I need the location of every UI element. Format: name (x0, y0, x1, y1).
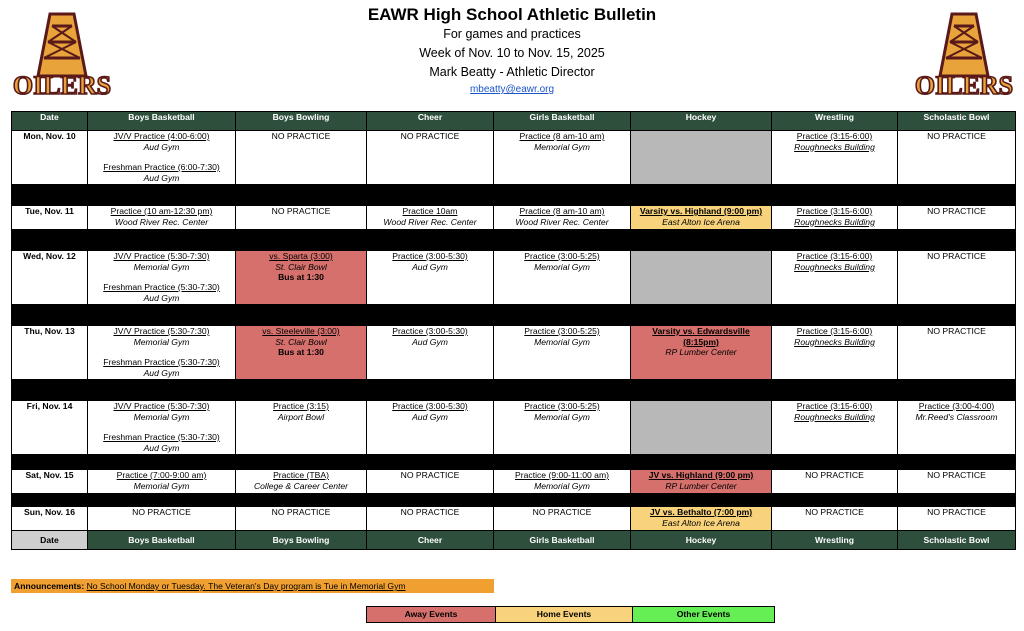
event-title: JV/V Practice (5:30-7:30) (113, 251, 210, 261)
event-title: Practice 10am (402, 206, 458, 216)
event-title: JV/V Practice (5:30-7:30) (113, 401, 210, 411)
cell-boys-basketball (88, 401, 236, 455)
table-row (12, 401, 1016, 455)
event-location: Aud Gym (412, 336, 448, 347)
cell-cheer (367, 206, 494, 230)
footer-cheer: Cheer (367, 531, 494, 550)
event-title: Freshman Practice (5:30-7:30) (103, 282, 220, 292)
cell-boys-basketball (88, 251, 236, 305)
event-title: Practice (3:00-5:30) (392, 251, 468, 261)
cell-boys-bowling (236, 507, 367, 531)
event-location: Wood River Rec. Center (114, 216, 209, 227)
table-row (12, 131, 1016, 185)
event-title: Practice (8 am-10 am) (519, 131, 605, 141)
row-separator (12, 305, 1016, 326)
cell-girls-basketball (494, 206, 631, 230)
row-date: Fri, Nov. 14 (12, 401, 88, 455)
logo-text: OILERS (12, 71, 112, 100)
event-time: (8:15pm) (683, 336, 719, 347)
event-title: JV vs. Highland (9:00 pm) (648, 470, 754, 480)
col-header-wrestling: Wrestling (772, 112, 898, 131)
cell-cheer (367, 470, 494, 494)
cell-boys-bowling (236, 326, 367, 380)
cell-cheer (367, 507, 494, 531)
event-location: East Alton Ice Arena (662, 517, 740, 528)
event-title: Practice (3:15) (273, 401, 329, 411)
cell-wrestling (772, 326, 898, 380)
event-title: Practice (3:00-5:25) (524, 326, 600, 336)
table-row (12, 206, 1016, 230)
event-title: JV/V Practice (5:30-7:30) (113, 326, 210, 336)
cell-boys-bowling (236, 131, 367, 185)
event-title: Practice (TBA) (273, 470, 329, 480)
bus-time: Bus at 1:30 (278, 272, 324, 282)
event-title: NO PRACTICE (532, 507, 592, 517)
table-header-row (12, 112, 1016, 131)
bulletin-header (0, 0, 1024, 106)
cell-boys-basketball (88, 326, 236, 380)
event-title: Practice (3:00-5:25) (524, 251, 600, 261)
cell-hockey (631, 326, 772, 380)
event-title: NO PRACTICE (927, 206, 986, 216)
event-location: Memorial Gym (133, 411, 190, 422)
event-location: Aud Gym (143, 367, 180, 378)
event-location: Memorial Gym (534, 336, 590, 347)
event-location: Memorial Gym (534, 141, 590, 152)
event-location: Roughnecks Building (794, 216, 875, 227)
event-title: vs. Steeleville (3:00) (262, 326, 340, 336)
cell-boys-bowling (236, 470, 367, 494)
event-title: Freshman Practice (6:00-7:30) (103, 162, 220, 172)
event-title: NO PRACTICE (400, 470, 460, 480)
event-location: Memorial Gym (133, 480, 190, 491)
legend-other: Other Events (632, 607, 774, 622)
cell-scholastic-bowl (898, 131, 1016, 185)
cell-scholastic-bowl (898, 326, 1016, 380)
footer-scholastic-bowl: Scholastic Bowl (898, 531, 1016, 550)
row-date: Sun, Nov. 16 (12, 507, 88, 531)
event-location: Aud Gym (412, 411, 448, 422)
row-separator (12, 230, 1016, 251)
cell-girls-basketball (494, 131, 631, 185)
event-title: Practice (3:00-4:00) (918, 401, 995, 411)
cell-cheer (367, 131, 494, 185)
event-location: RP Lumber Center (665, 347, 737, 357)
cell-wrestling (772, 206, 898, 230)
footer-wrestling: Wrestling (772, 531, 898, 550)
event-location: Airport Bowl (277, 411, 325, 422)
announcements-bar (11, 579, 494, 593)
col-header-date: Date (12, 112, 88, 131)
event-title: NO PRACTICE (927, 131, 986, 141)
event-title: NO PRACTICE (927, 251, 986, 261)
event-title: Varsity vs. Highland (9:00 pm) (639, 206, 763, 216)
cell-boys-basketball (88, 206, 236, 230)
row-date: Sat, Nov. 15 (12, 470, 88, 494)
event-title: NO PRACTICE (400, 131, 460, 141)
cell-wrestling (772, 131, 898, 185)
cell-wrestling (772, 401, 898, 455)
col-header-scholastic-bowl: Scholastic Bowl (898, 112, 1016, 131)
table-row (12, 251, 1016, 305)
event-title: vs. Sparta (3:00) (269, 251, 333, 261)
cell-girls-basketball (494, 326, 631, 380)
event-title: Practice (3:15-6:00) (796, 131, 873, 141)
cell-boys-basketball (88, 470, 236, 494)
event-title: Practice (7:00-9:00 am) (116, 470, 207, 480)
row-date: Thu, Nov. 13 (12, 326, 88, 380)
cell-hockey (631, 470, 772, 494)
bus-time: Bus at 1:30 (278, 347, 324, 357)
cell-hockey (631, 507, 772, 531)
cell-hockey (631, 131, 772, 185)
color-legend (366, 606, 775, 623)
event-title: Freshman Practice (5:30-7:30) (103, 357, 220, 367)
event-title: NO PRACTICE (927, 326, 986, 336)
announcements-label: Announcements: (14, 581, 85, 591)
oilers-logo-right (908, 6, 1020, 106)
cell-cheer (367, 251, 494, 305)
footer-boys-bowling: Boys Bowling (236, 531, 367, 550)
legend-away: Away Events (367, 607, 495, 622)
cell-boys-bowling (236, 401, 367, 455)
cell-girls-basketball (494, 251, 631, 305)
event-title: NO PRACTICE (400, 507, 460, 517)
event-location: Aud Gym (412, 261, 448, 272)
cell-boys-bowling (236, 206, 367, 230)
row-separator (12, 185, 1016, 206)
cell-girls-basketball (494, 470, 631, 494)
event-location: St. Clair Bowl (275, 261, 327, 272)
event-location: Roughnecks Building (794, 261, 875, 272)
event-location: Memorial Gym (534, 480, 590, 491)
cell-wrestling (772, 507, 898, 531)
oilers-logo-left (6, 6, 118, 106)
event-title: Practice (3:15-6:00) (796, 206, 873, 216)
row-date: Wed, Nov. 12 (12, 251, 88, 305)
event-title: NO PRACTICE (927, 507, 986, 517)
cell-cheer (367, 401, 494, 455)
row-date: Mon, Nov. 10 (12, 131, 88, 185)
event-location: Wood River Rec. Center (515, 216, 609, 227)
col-header-boys-basketball: Boys Basketball (88, 112, 236, 131)
subtitle-director: Mark Beatty - Athletic Director (429, 65, 595, 79)
event-title: NO PRACTICE (132, 507, 191, 517)
event-title: NO PRACTICE (927, 470, 986, 480)
cell-hockey (631, 206, 772, 230)
event-location: Aud Gym (143, 442, 180, 453)
cell-scholastic-bowl (898, 470, 1016, 494)
cell-girls-basketball (494, 507, 631, 531)
subtitle-games: For games and practices (443, 27, 581, 41)
footer-hockey: Hockey (631, 531, 772, 550)
cell-boys-basketball (88, 507, 236, 531)
legend-home: Home Events (495, 607, 632, 622)
cell-scholastic-bowl (898, 507, 1016, 531)
cell-hockey (631, 251, 772, 305)
logo-text: OILERS (914, 71, 1014, 100)
event-location: Roughnecks Building (794, 336, 875, 347)
event-location: Roughnecks Building (794, 141, 875, 152)
event-location: Roughnecks Building (794, 411, 875, 422)
event-title: NO PRACTICE (271, 507, 331, 517)
event-title: NO PRACTICE (805, 507, 864, 517)
event-location: Memorial Gym (534, 411, 590, 422)
event-title: NO PRACTICE (271, 206, 331, 216)
event-location: College & Career Center (253, 480, 349, 491)
event-title: NO PRACTICE (805, 470, 864, 480)
event-title: Practice (3:15-6:00) (796, 251, 873, 261)
row-date: Tue, Nov. 11 (12, 206, 88, 230)
row-separator (12, 380, 1016, 401)
cell-boys-basketball (88, 131, 236, 185)
event-title: Practice (8 am-10 am) (519, 206, 605, 216)
schedule-table (11, 111, 1016, 550)
bulletin-title: EAWR High School Athletic Bulletin (367, 5, 657, 24)
event-location: St. Clair Bowl (275, 336, 327, 347)
cell-scholastic-bowl (898, 401, 1016, 455)
event-location: Wood River Rec. Center (383, 216, 477, 227)
cell-girls-basketball (494, 401, 631, 455)
row-separator (12, 494, 1016, 507)
event-location: Aud Gym (143, 292, 180, 303)
event-title: Practice (9:00-11:00 am) (515, 470, 609, 480)
event-location: Memorial Gym (534, 261, 590, 272)
event-title: JV vs. Bethalto (7:00 pm) (649, 507, 753, 517)
event-location: Mr.Reed's Classroom (915, 411, 998, 422)
footer-boys-basketball: Boys Basketball (88, 531, 236, 550)
cell-hockey (631, 401, 772, 455)
col-header-girls-basketball: Girls Basketball (494, 112, 631, 131)
announcements-text: No School Monday or Tuesday. The Veteran's Day program is Tue in Memorial Gym (86, 581, 406, 591)
event-title: Practice (10 am-12:30 pm) (110, 206, 213, 216)
event-location: East Alton Ice Arena (662, 216, 740, 227)
event-title: Practice (3:00-5:25) (524, 401, 600, 411)
table-row (12, 507, 1016, 531)
col-header-boys-bowling: Boys Bowling (236, 112, 367, 131)
event-title: NO PRACTICE (271, 131, 331, 141)
table-row (12, 326, 1016, 380)
footer-girls-basketball: Girls Basketball (494, 531, 631, 550)
footer-date: Date (12, 531, 88, 550)
cell-cheer (367, 326, 494, 380)
event-title: Varsity vs. Edwardsville (652, 326, 750, 336)
event-title: JV/V Practice (4:00-6:00) (113, 131, 210, 141)
subtitle-week: Week of Nov. 10 to Nov. 15, 2025 (419, 46, 605, 60)
event-location: Memorial Gym (133, 261, 190, 272)
cell-scholastic-bowl (898, 206, 1016, 230)
event-title: Practice (3:00-5:30) (392, 401, 468, 411)
cell-boys-bowling (236, 251, 367, 305)
col-header-cheer: Cheer (367, 112, 494, 131)
event-location: RP Lumber Center (665, 480, 737, 491)
event-location: Aud Gym (143, 141, 180, 152)
col-header-hockey: Hockey (631, 112, 772, 131)
table-footer-row (12, 531, 1016, 550)
event-title: Freshman Practice (5:30-7:30) (103, 432, 220, 442)
event-title: Practice (3:00-5:30) (392, 326, 468, 336)
event-location: Aud Gym (143, 172, 180, 183)
director-email-link[interactable]: mbeatty@eawr.org (469, 84, 555, 95)
cell-wrestling (772, 470, 898, 494)
event-title: Practice (3:15-6:00) (796, 326, 873, 336)
event-location: Memorial Gym (133, 336, 190, 347)
table-row (12, 470, 1016, 494)
cell-scholastic-bowl (898, 251, 1016, 305)
event-title: Practice (3:15-6:00) (796, 401, 873, 411)
cell-wrestling (772, 251, 898, 305)
row-separator (12, 455, 1016, 470)
